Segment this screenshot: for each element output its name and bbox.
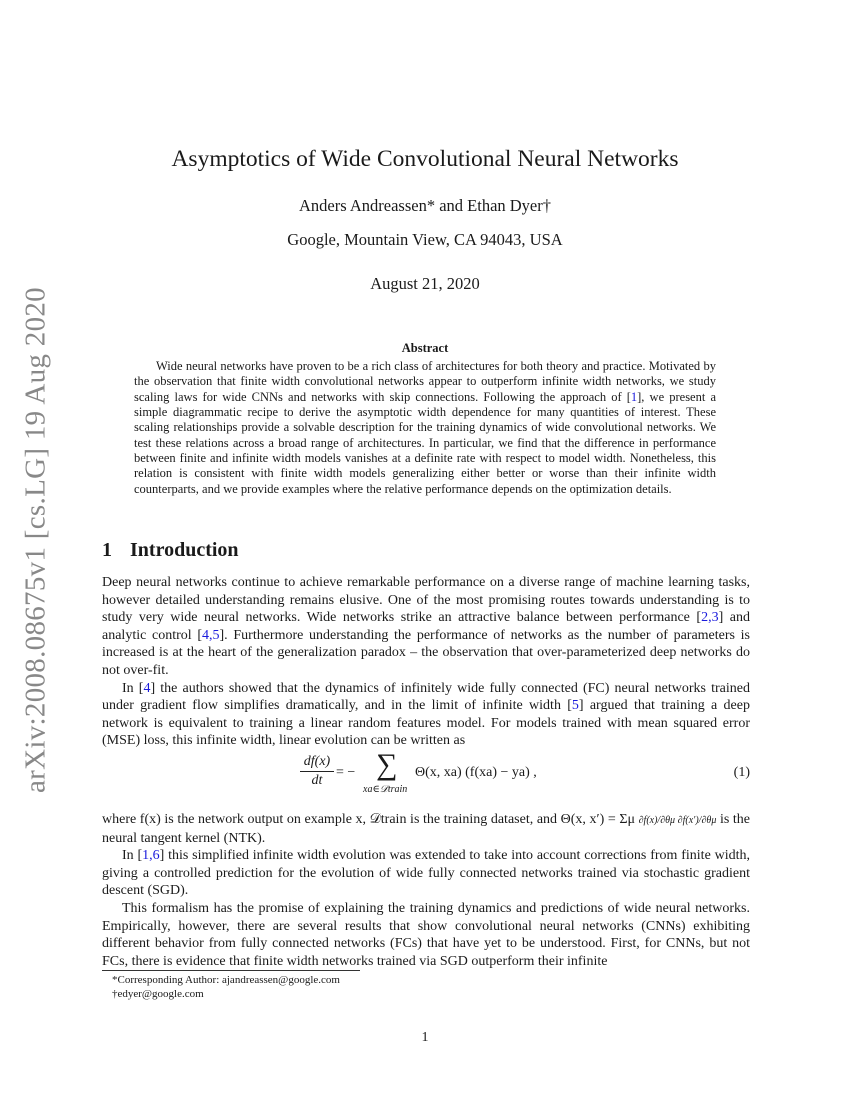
- equation-numerator: df(x): [303, 754, 331, 769]
- citation-link[interactable]: 1: [630, 389, 638, 404]
- footnote-1: *Corresponding Author: ajandreassen@google.com: [112, 974, 340, 986]
- equation-label: (1): [733, 765, 750, 780]
- affiliation: Google, Mountain View, CA 94043, USA: [287, 230, 563, 249]
- authors: Anders Andreassen* and Ethan Dyer†: [298, 196, 551, 215]
- intro-body-top: [102, 574, 750, 750]
- sum-symbol: ∑: [376, 748, 398, 781]
- citation-link[interactable]: 5: [571, 698, 579, 714]
- citation-link[interactable]: 4: [143, 680, 151, 696]
- equation-lhs-fraction: [300, 754, 334, 789]
- citation-link[interactable]: 2,3: [701, 610, 719, 626]
- intro-paragraph-4: In [1,6] this simplified infinite width evolution was extended to take into account corrections from finite width, giving a controlled prediction for the evolution of wide fully connected networks trained via stochastic gradient descent (SGD).: [102, 848, 750, 899]
- arxiv-id: arXiv:2008.08675v1 [cs.LG] 19 Aug 2020: [19, 287, 52, 793]
- equation-equals: = −: [336, 765, 356, 780]
- section-title: Introduction: [130, 539, 239, 561]
- intro-paragraph-3: [102, 811, 750, 847]
- intro-paragraph-5: This formalism has the promise of explaining the training dynamics and predictions of wide neural networks. Empirically, however, there are several results that show convolutional neural networks (CNNs) exhibiting different behavior from fully connected networks (FCs) that have yet to be understood. First, for CNNs, but not FCs, there is evidence that finite width networks trained via SGD outperform their infinite: [102, 900, 750, 969]
- page-number: 1: [421, 1030, 429, 1045]
- footnote-rule: [102, 970, 360, 971]
- abstract-heading: Abstract: [401, 341, 449, 355]
- section-number: 1: [102, 539, 112, 561]
- intro-paragraph-3b: is the neural tangent kernel (NTK).: [102, 812, 750, 846]
- equation-denominator: dt: [311, 773, 323, 788]
- footnote-2: †edyer@google.com: [112, 988, 204, 1000]
- date: August 21, 2020: [370, 274, 480, 293]
- citation-link[interactable]: 4,5: [202, 627, 220, 643]
- intro-paragraph-3a: where f(x) is the network output on example x, 𝒟train is the training dataset, and Θ(x, x′) = Σμ: [102, 812, 635, 827]
- paper-title: Asymptotics of Wide Convolutional Neural Networks: [171, 146, 679, 172]
- ntk-fraction: ∂f(x)/∂θμ ∂f(x′)/∂θμ: [638, 815, 717, 826]
- arxiv-sidebar-stamp: [12, 285, 60, 795]
- section-heading: [102, 539, 239, 562]
- footnotes: [112, 973, 340, 1001]
- intro-paragraph-2: In [4] the authors showed that the dynamics of infinitely wide fully connected (FC) neural networks trained under gradient flow simplifies dramatically, and in the limit of infinite width [5] argued that training a deep network is equivalent to training a linear random features model. For models trained with mean squared error (MSE) loss, this infinite width, linear evolution can be written as: [102, 680, 751, 749]
- equation-1: [300, 748, 750, 798]
- citation-link[interactable]: 1,6: [142, 848, 160, 864]
- equation-expression: Θ(x, xa) (f(xa) − ya) ,: [415, 765, 537, 780]
- intro-paragraph-1: Deep neural networks continue to achieve remarkable performance on a diverse range of machine learning tasks, however detailed understanding remains elusive. One of the most promising routes towards understanding is to study very wide neural networks. Wide networks strike an attractive balance between performance [2,3] and analytic control [4,5]. Furthermore understanding the performance of networks as the number of parameters is increased is at the heart of the generalization paradox – the observation that over-parameterized deep networks do not over-fit.: [102, 575, 750, 678]
- abstract-text: Wide neural networks have proven to be a rich class of architectures for both theory and practice. Motivated by the observation that finite width convolutional networks appear to outperform infinite width networks, we study scaling laws for wide CNNs and networks with skip connections. Following the approach of [1], we present a simple diagrammatic recipe to derive the asymptotic width dependence for many quantities of interest. These scaling relationships provide a solvable description for the training dynamics of wide convolutional networks. We test these relations across a broad range of architectures. In particular, we find that the difference in performance between finite and infinite width models vanishes at a definite rate with respect to model width. Nonetheless, this relation is consistent with finite width models generalizing either better or worse than their infinite width counterparts, and we provide examples where the relative performance depends on the optimization details.: [134, 359, 716, 496]
- fraction-bar: [300, 771, 334, 772]
- sum-subscript: xa∈𝒟train: [363, 784, 408, 795]
- abstract: [134, 359, 716, 497]
- intro-body-bottom: [102, 811, 750, 970]
